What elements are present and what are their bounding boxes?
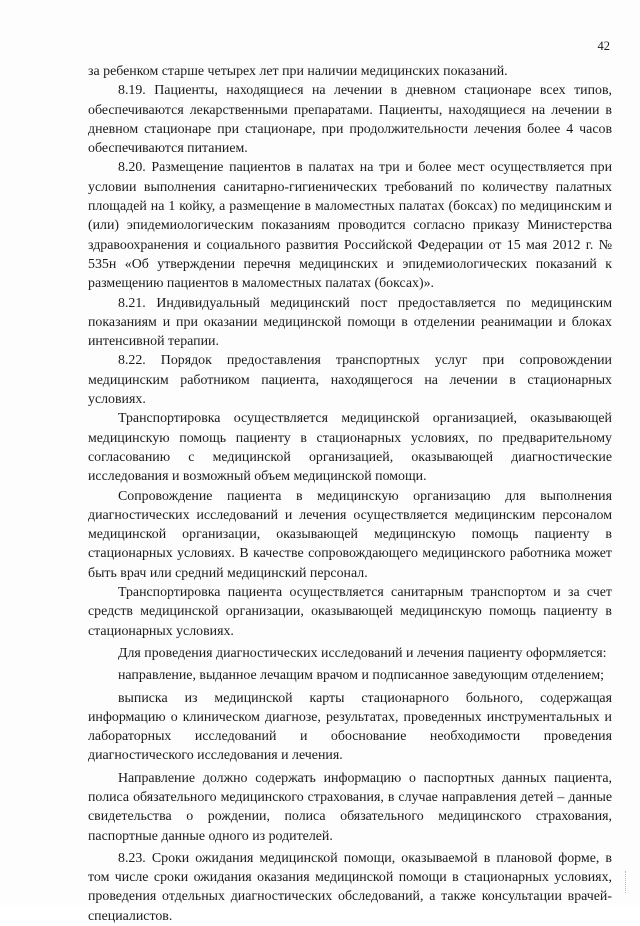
list-item-referral: направление, выданное лечащим врачом и подписанное заведующим отделением; [118,668,604,684]
paragraph-8-22: 8.22. Порядок предоставления транспортных услуг при сопровождении медицинским работником пациента, находящегося на лечении в стационарных условиях. [88,353,612,408]
paragraph-8-19: 8.19. Пациенты, находящиеся на лечении в дневном стационаре всех типов, обеспечиваются лекарственными препаратами. Пациенты, находящиеся на лечении в дневном стационаре при стационаре, при продолжительности лечения более 4 часов обеспечиваются питанием. [88,83,612,157]
document-body [88,62,612,926]
paragraph-8-21: 8.21. Индивидуальный медицинский пост предоставляется по медицинским показаниям и при оказании медицинской помощи в отделении реанимации и блоках интенсивной терапии. [88,295,612,350]
paragraph-documents-intro: Для проведения диагностических исследований и лечения пациенту оформляется: [118,645,607,661]
page-number: 42 [597,39,610,53]
paragraph-transport: Транспортировка осуществляется медицинской организацией, оказывающей медицинскую помощь пациенту в стационарных условиях, по предварительному согласованию с медицинской организацией, оказывающей диагностические исследования и возможный объем медицинской помощи. [88,411,612,485]
paragraph-escort: Сопровождение пациента в медицинскую организацию для выполнения диагностических исследований и лечения осуществляется медицинским персоналом медицинской организации, оказывающей медицинскую помощь пациенту в стационарных условиях. В качестве сопровождающего медицинского работника может быть врач или средний медицинский персонал. [88,488,612,581]
list-item-medical-extract: выписка из медицинской карты стационарного больного, содержащая информацию о клиническом диагнозе, результатах, проведенных инструментальных и лабораторных исследований и обоснование необходимости проведения диагностического исследования и лечения. [88,690,612,764]
paragraph-referral-content: Направление должно содержать информацию о паспортных данных пациента, полиса обязательного медицинского страхования, в случае направления детей – данные свидетельства о рождении, полиса обязательного медицинского страхования, паспортные данные одного из родителей. [88,770,612,844]
paragraph-8-23: 8.23. Сроки ожидания медицинской помощи, оказываемой в плановой форме, в том числе сроки ожидания оказания медицинской помощи в стационарных условиях, проведения отдельных диагностических обследований, а также консультации врачей-специалистов. [88,850,612,924]
paragraph-8-20: 8.20. Размещение пациентов в палатах на три и более мест осуществляется при условии выполнения санитарно-гигиенических требований по количеству палатных площадей на 1 койку, а размещение в маломестных палатах (боксах) по медицинским и (или) эпидемиологическим показаниям проводится согласно приказу Министерства здравоохранения и социального развития Российской Федерации от 15 мая 2012 г. № 535н «Об утверждении перечня медицинских и эпидемиологических показаний к размещению пациентов в маломестных палатах (боксах)». [88,160,612,292]
paragraph-sanitary-transport: Транспортировка пациента осуществляется санитарным транспортом и за счет средств медицинской организации, оказывающей медицинскую помощь пациенту в стационарных условиях. [88,585,612,639]
scan-artifact [625,871,632,893]
paragraph-continuation: за ребенком старше четырех лет при наличии медицинских показаний. [88,64,508,79]
